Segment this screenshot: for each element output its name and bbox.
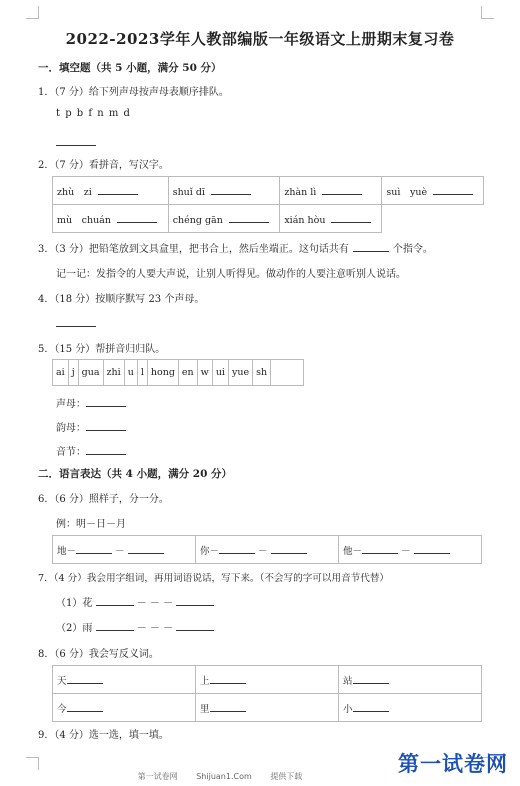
section-2-heading: 二．语言表达（共 4 小题，满分 20 分）: [38, 468, 233, 480]
page-title: 2022-2023学年人教部编版一年级语文上册期末复习卷: [65, 30, 455, 48]
question-3: [38, 240, 433, 255]
page-footer: [0, 771, 440, 782]
syllable-cell: gua: [78, 360, 103, 386]
pinyin-cell[interactable]: zhù zi: [53, 177, 169, 205]
question-6-example: 例：明－日－月: [56, 519, 126, 530]
pinyin-cell[interactable]: zhàn lì: [280, 177, 382, 205]
syllable-cell: en: [178, 360, 197, 386]
syllable-cell: u: [124, 360, 137, 386]
crop-mark-top-right: [481, 6, 494, 19]
syllable-label: 音节：: [56, 447, 86, 458]
syllable-cell: hong: [147, 360, 178, 386]
word-item-1[interactable]: [56, 594, 214, 609]
question-4: 4．（18 分）按顺序默写 23 个声母。: [38, 294, 205, 305]
crop-mark-bottom-left: [26, 757, 39, 770]
syllable-cell: ui: [212, 360, 228, 386]
antonym-cell[interactable]: 小: [339, 694, 482, 722]
pinyin-cell[interactable]: chéng gān: [168, 205, 280, 233]
footer-site: 第一试卷网: [137, 772, 178, 781]
antonym-cell[interactable]: 上: [196, 666, 339, 694]
pinyin-table: [52, 176, 484, 233]
split-cell[interactable]: 你－ －: [196, 536, 339, 564]
dashes: － － －: [136, 623, 174, 634]
antonym-cell[interactable]: 站: [339, 666, 482, 694]
syllable-row[interactable]: [56, 443, 126, 458]
word-item-2[interactable]: [56, 619, 214, 634]
answer-blank[interactable]: [86, 444, 126, 455]
question-3-suffix: 个指令。: [392, 244, 433, 255]
antonym-table: [52, 665, 482, 722]
syllable-table: [52, 359, 304, 386]
answer-blank[interactable]: [56, 145, 96, 146]
footer-provider: 提供下载: [270, 772, 303, 781]
footer-domain[interactable]: Shijuan1.Com: [196, 772, 252, 781]
antonym-cell[interactable]: 里: [196, 694, 339, 722]
question-1: 1．（7 分）给下列声母按声母表顺序排队。: [38, 87, 229, 98]
vowel-label: 韵母：: [56, 423, 86, 434]
consonant-row[interactable]: [56, 395, 126, 410]
question-1-letters: t p b f n m d: [56, 108, 131, 119]
syllable-cell: j: [68, 360, 78, 386]
syllable-cell: l: [137, 360, 147, 386]
answer-blank[interactable]: [86, 420, 126, 431]
syllable-cell: yue: [228, 360, 252, 386]
section-1-heading: 一．填空题（共 5 小题，满分 50 分）: [38, 62, 222, 74]
empty-cell: [382, 205, 484, 233]
antonym-cell[interactable]: 今: [53, 694, 196, 722]
word-item-label: （2）雨: [56, 623, 93, 634]
question-3-note: 记一记：发指令的人要大声说，让别人听得见。做动作的人要注意听别人说话。: [56, 269, 406, 280]
answer-blank[interactable]: [86, 396, 126, 407]
syllable-cell: sh: [253, 360, 271, 386]
crop-mark-top-left: [26, 6, 39, 19]
brand-watermark: 第一试卷网: [398, 752, 508, 776]
word-item-label: （1）花: [56, 598, 93, 609]
dashes: － － －: [136, 598, 174, 609]
question-2: 2．（7 分）看拼音，写汉字。: [38, 160, 169, 171]
syllable-cell-empty: [271, 360, 304, 386]
question-7: 7．（4 分）我会用字组词，再用词语说话，写下来。（不会写的字可以用音节代替）: [38, 573, 390, 584]
answer-blank[interactable]: [353, 241, 389, 252]
question-6: 6．（6 分）照样子，分一分。: [38, 494, 169, 505]
pinyin-cell[interactable]: suì yuè: [382, 177, 484, 205]
question-3-text: 3．（3 分）把铅笔放到文具盒里，把书合上，然后坐端正。这句话共有: [38, 244, 349, 255]
pinyin-cell[interactable]: mù chuán: [53, 205, 169, 233]
question-8: 8．（6 分）我会写反义词。: [38, 649, 159, 660]
syllable-cell: w: [197, 360, 212, 386]
question-5: 5．（15 分）帮拼音归归队。: [38, 344, 166, 355]
antonym-cell[interactable]: 天: [53, 666, 196, 694]
consonant-label: 声母：: [56, 399, 86, 410]
vowel-row[interactable]: [56, 419, 126, 434]
pinyin-cell[interactable]: shuǐ dī: [168, 177, 280, 205]
split-table: [52, 535, 482, 564]
pinyin-cell[interactable]: xián hòu: [280, 205, 382, 233]
split-cell[interactable]: 地－ －: [53, 536, 196, 564]
split-cell[interactable]: 他－ －: [339, 536, 482, 564]
syllable-cell: zhi: [103, 360, 124, 386]
syllable-cell: ai: [53, 360, 69, 386]
answer-blank[interactable]: [56, 326, 96, 327]
question-9: 9．（4 分）选一选，填一填。: [38, 730, 169, 741]
